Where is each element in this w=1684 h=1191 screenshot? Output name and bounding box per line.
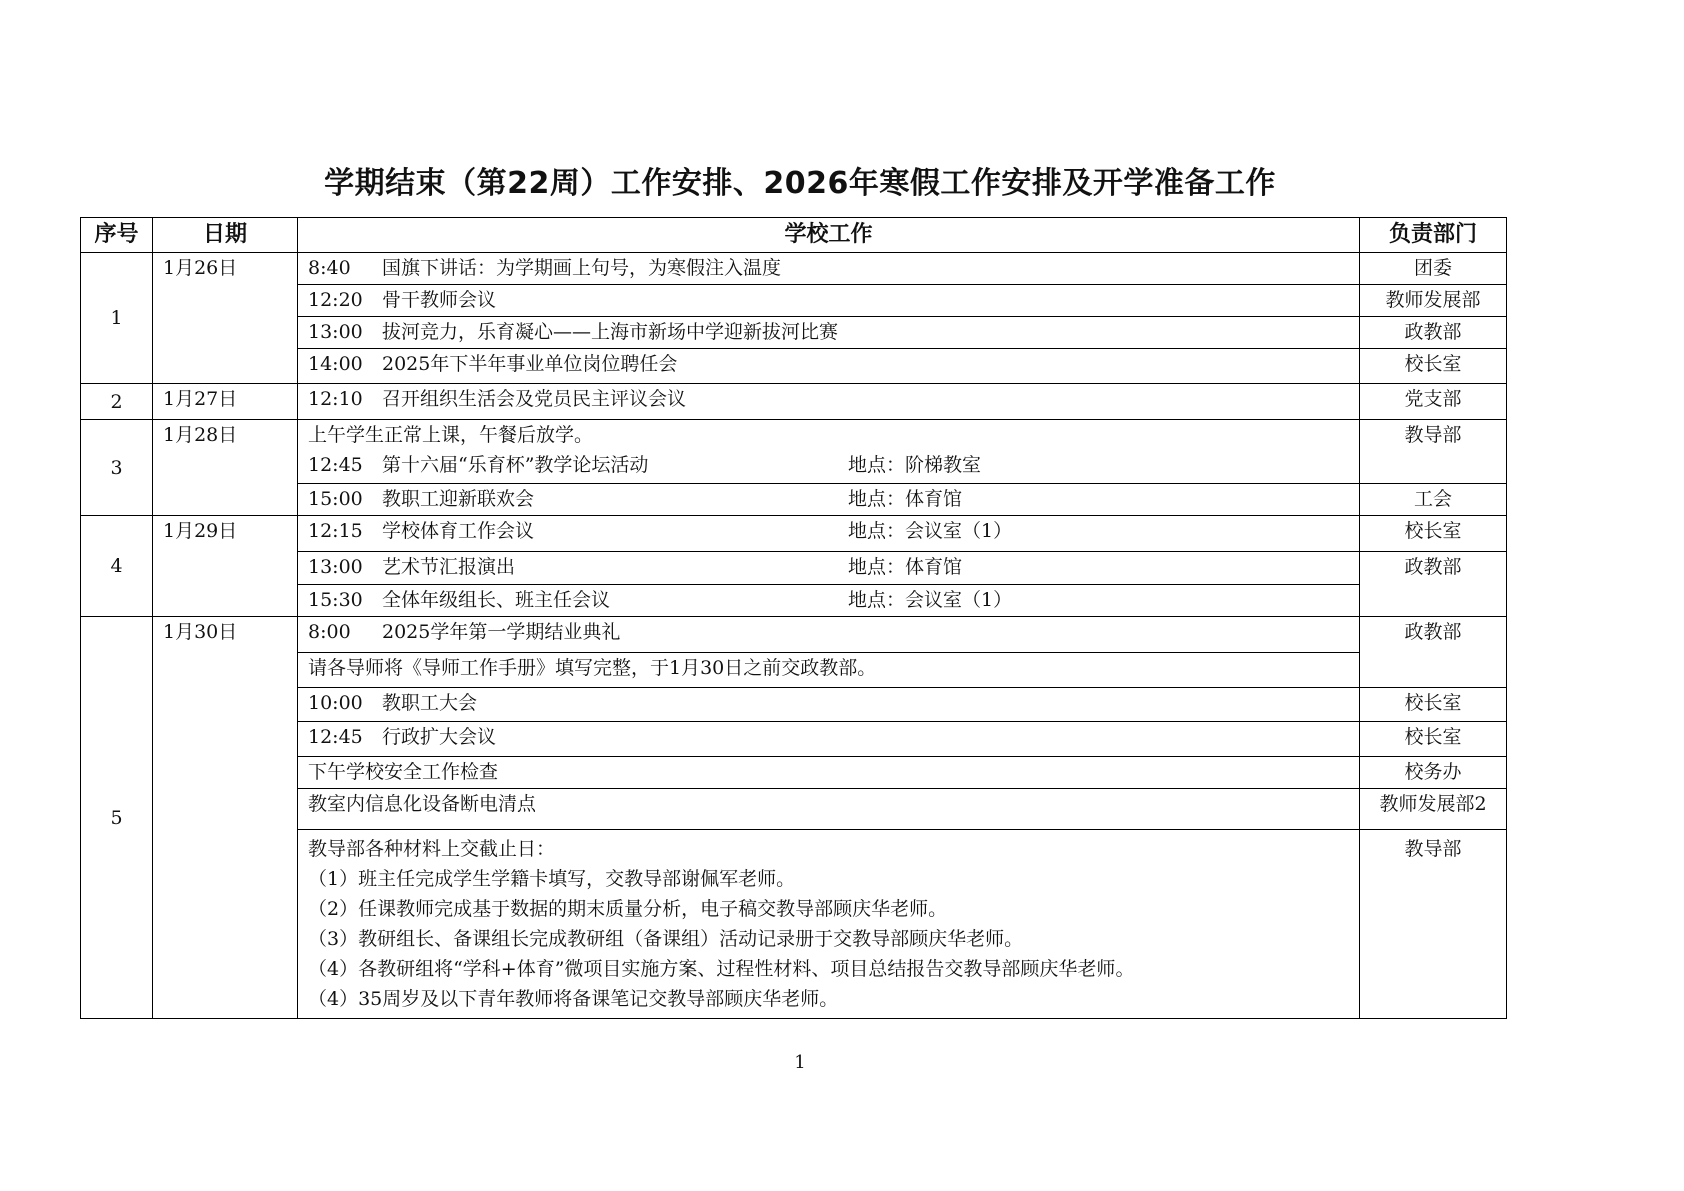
seq-cell: 3 xyxy=(81,420,153,516)
task: 行政扩大会议 xyxy=(382,726,497,748)
dept-cell: 教师发展部2 xyxy=(1360,789,1507,830)
header-dept: 负责部门 xyxy=(1360,218,1507,253)
list-heading: 教导部各种材料上交截止日： xyxy=(308,838,556,860)
dept-cell: 政教部 xyxy=(1360,552,1507,617)
work-cell xyxy=(298,420,1360,484)
task: 教职工大会 xyxy=(382,692,478,714)
page-number: 1 xyxy=(794,1052,806,1073)
time: 13:00 xyxy=(308,321,363,343)
note-text: 上午学生正常上课，午餐后放学。 xyxy=(308,424,594,446)
task: 艺术节汇报演出 xyxy=(382,556,516,578)
work-cell xyxy=(298,484,1360,516)
work-cell xyxy=(298,349,1360,384)
time: 8:00 xyxy=(308,621,351,643)
seq-cell: 1 xyxy=(81,253,153,384)
dept-cell: 教导部 xyxy=(1360,830,1507,1019)
time: 12:15 xyxy=(308,520,363,542)
task: 学校体育工作会议 xyxy=(382,520,535,542)
location: 地点：阶梯教室 xyxy=(848,454,982,476)
table-row xyxy=(81,253,1507,285)
list-item: （4）35周岁及以下青年教师将备课笔记交教导部顾庆华老师。 xyxy=(308,988,839,1010)
date-cell: 1月30日 xyxy=(153,617,298,1019)
dept-cell: 校务办 xyxy=(1360,757,1507,789)
task: 教职工迎新联欢会 xyxy=(382,488,535,510)
table-row xyxy=(81,384,1507,420)
dept-cell: 党支部 xyxy=(1360,384,1507,420)
dept-cell: 团委 xyxy=(1360,253,1507,285)
schedule-table xyxy=(80,217,1507,1019)
work-cell xyxy=(298,285,1360,317)
dept-cell: 教导部 xyxy=(1360,420,1507,484)
time: 12:20 xyxy=(308,289,363,311)
time: 12:45 xyxy=(308,726,363,748)
dept-cell: 校长室 xyxy=(1360,722,1507,757)
time: 10:00 xyxy=(308,692,363,714)
time: 14:00 xyxy=(308,353,363,375)
date-cell: 1月27日 xyxy=(153,384,298,420)
task: 拔河竞力，乐育凝心——上海市新场中学迎新拔河比赛 xyxy=(382,321,839,343)
list-item: （3）教研组长、备课组长完成教研组（备课组）活动记录册于交教导部顾庆华老师。 xyxy=(308,928,1024,950)
list-item: （2）任课教师完成基于数据的期末质量分析，电子稿交教导部顾庆华老师。 xyxy=(308,898,948,920)
seq-cell: 4 xyxy=(81,516,153,617)
dept-cell: 工会 xyxy=(1360,484,1507,516)
time: 15:00 xyxy=(308,488,363,510)
task: 全体年级组长、班主任会议 xyxy=(382,589,611,611)
task: 第十六届“乐育杯”教学论坛活动 xyxy=(382,454,649,476)
work-cell xyxy=(298,722,1360,757)
location: 地点：会议室（1） xyxy=(848,520,1013,542)
task: 骨干教师会议 xyxy=(382,289,497,311)
task: 2025年下半年事业单位岗位聘任会 xyxy=(382,353,678,375)
date-cell: 1月26日 xyxy=(153,253,298,384)
work-cell xyxy=(298,617,1360,653)
work-cell xyxy=(298,384,1360,420)
list-item: （4）各教研组将“学科+体育”微项目实施方案、过程性材料、项目总结报告交教导部顾庆华老师。 xyxy=(308,958,1135,980)
task: 召开组织生活会及党员民主评议会议 xyxy=(382,388,687,410)
work-cell xyxy=(298,317,1360,349)
work-cell xyxy=(298,688,1360,722)
document-title: 学期结束（第22周）工作安排、2026年寒假工作安排及开学准备工作 xyxy=(324,166,1276,201)
dept-cell: 校长室 xyxy=(1360,688,1507,722)
table-row xyxy=(81,420,1507,484)
dept-cell: 政教部 xyxy=(1360,617,1507,688)
table-row xyxy=(81,516,1507,552)
list-item: （1）班主任完成学生学籍卡填写，交教导部谢佩军老师。 xyxy=(308,868,796,890)
header-seq: 序号 xyxy=(81,218,153,253)
time: 12:45 xyxy=(308,454,363,476)
date-cell: 1月28日 xyxy=(153,420,298,516)
dept-cell: 校长室 xyxy=(1360,349,1507,384)
time: 13:00 xyxy=(308,556,363,578)
work-cell: 请各导师将《导师工作手册》填写完整，于1月30日之前交政教部。 xyxy=(298,653,1360,688)
table-header-row xyxy=(81,218,1507,253)
time: 15:30 xyxy=(308,589,363,611)
header-date: 日期 xyxy=(153,218,298,253)
work-cell xyxy=(298,516,1360,552)
task: 2025学年第一学期结业典礼 xyxy=(382,621,621,643)
date-cell: 1月29日 xyxy=(153,516,298,617)
table-row xyxy=(81,617,1507,653)
work-cell: 教室内信息化设备断电清点 xyxy=(298,789,1360,830)
location: 地点：体育馆 xyxy=(848,556,963,578)
work-cell xyxy=(298,253,1360,285)
seq-cell: 5 xyxy=(81,617,153,1019)
location: 地点：会议室（1） xyxy=(848,589,1013,611)
task: 国旗下讲话：为学期画上句号，为寒假注入温度 xyxy=(382,257,782,279)
work-cell xyxy=(298,552,1360,585)
dept-cell: 教师发展部 xyxy=(1360,285,1507,317)
dept-cell: 校长室 xyxy=(1360,516,1507,552)
work-cell: 下午学校安全工作检查 xyxy=(298,757,1360,789)
seq-cell: 2 xyxy=(81,384,153,420)
header-work: 学校工作 xyxy=(298,218,1360,253)
time: 12:10 xyxy=(308,388,363,410)
work-cell xyxy=(298,585,1360,617)
location: 地点：体育馆 xyxy=(848,488,963,510)
work-cell xyxy=(298,830,1360,1019)
dept-cell: 政教部 xyxy=(1360,317,1507,349)
time: 8:40 xyxy=(308,257,351,279)
